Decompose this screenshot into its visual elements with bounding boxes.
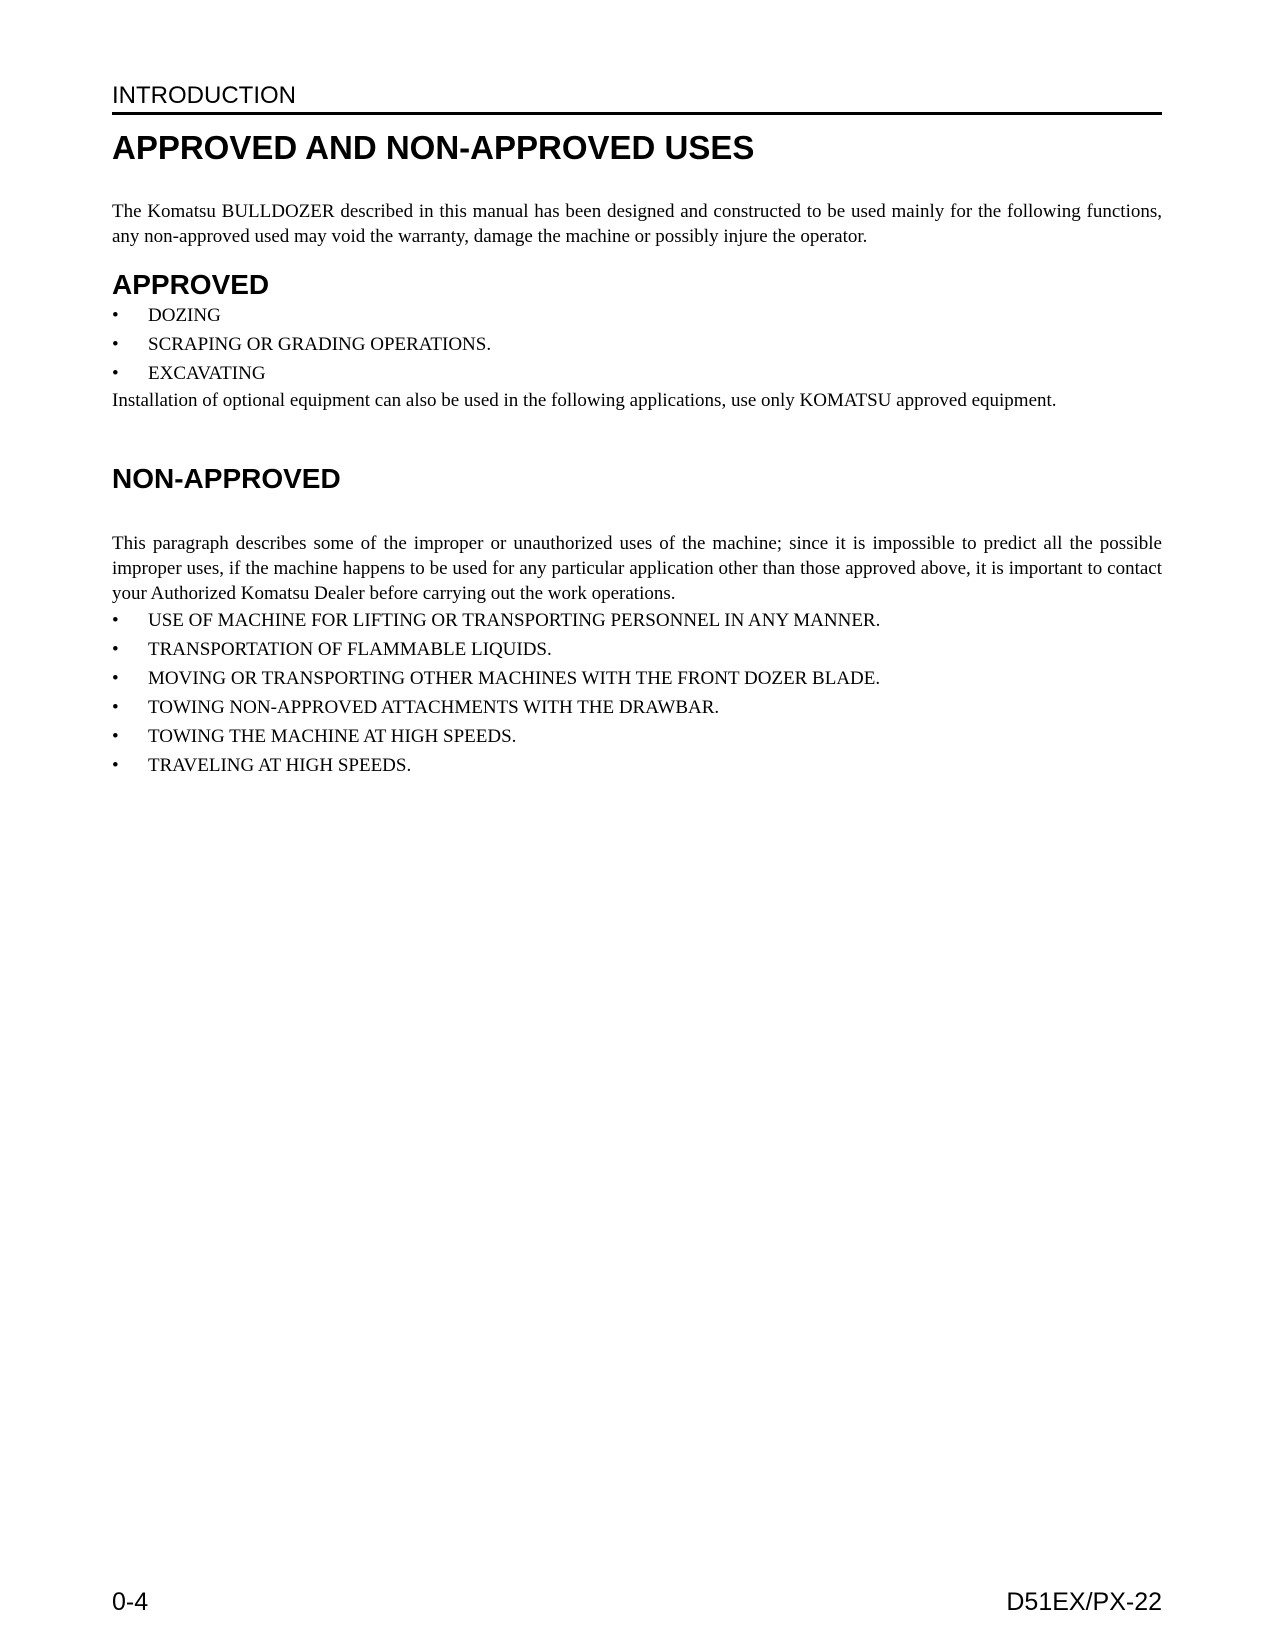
list-item — [112, 635, 1162, 664]
bullet-icon: • — [112, 697, 119, 718]
bullet-icon: • — [112, 334, 119, 355]
non-approved-heading: NON-APPROVED — [112, 463, 341, 494]
list-item-text: USE OF MACHINE FOR LIFTING OR TRANSPORTING PERSONNEL IN ANY MANNER. — [148, 610, 881, 631]
list-item-text: TOWING THE MACHINE AT HIGH SPEEDS. — [148, 726, 517, 747]
list-item-text: EXCAVATING — [148, 363, 266, 384]
list-item — [112, 751, 1162, 780]
list-item — [112, 606, 1162, 635]
optional-equipment-note: Installation of optional equipment can also be used in the following applications, use only KOMATSU approved equipment. — [112, 390, 1057, 411]
list-item-text: DOZING — [148, 305, 221, 326]
list-item-text: TRANSPORTATION OF FLAMMABLE LIQUIDS. — [148, 639, 552, 660]
bullet-icon: • — [112, 610, 119, 631]
list-item — [112, 359, 1162, 388]
list-item-text: TOWING NON-APPROVED ATTACHMENTS WITH THE DRAWBAR. — [148, 697, 720, 718]
list-item — [112, 722, 1162, 751]
list-item — [112, 330, 1162, 359]
non-approved-paragraph: This paragraph describes some of the improper or unauthorized uses of the machine; since it is impossible to predict all the possible improper uses, if the machine happens to be used for any particular application other than those approved above, it is important to contact your Authorized Komatsu Dealer before carrying out the work operations. — [112, 533, 1162, 604]
page-footer — [112, 1586, 1162, 1618]
bullet-icon: • — [112, 755, 119, 776]
non-approved-list — [112, 606, 1162, 780]
bullet-icon: • — [112, 363, 119, 384]
approved-heading: APPROVED — [112, 269, 270, 300]
model-code: D51EX/PX-22 — [1006, 1588, 1162, 1616]
list-item — [112, 693, 1162, 722]
header-rule — [112, 112, 1162, 115]
list-item-text: MOVING OR TRANSPORTING OTHER MACHINES WITH THE FRONT DOZER BLADE. — [148, 668, 881, 689]
bullet-icon: • — [112, 668, 119, 689]
list-item-text: SCRAPING OR GRADING OPERATIONS. — [148, 334, 492, 355]
list-item — [112, 664, 1162, 693]
page-title: APPROVED AND NON-APPROVED USES — [112, 129, 755, 166]
section-label: INTRODUCTION — [112, 82, 296, 109]
bullet-icon: • — [112, 305, 119, 326]
intro-paragraph: The Komatsu BULLDOZER described in this manual has been designed and constructed to be used mainly for the following functions, any non-approved used may void the warranty, damage the machine or possibly injure the operator. — [112, 201, 1162, 247]
bullet-icon: • — [112, 726, 119, 747]
bullet-icon: • — [112, 639, 119, 660]
page-number: 0-4 — [112, 1588, 149, 1616]
list-item-text: TRAVELING AT HIGH SPEEDS. — [148, 755, 412, 776]
list-item — [112, 301, 1162, 330]
approved-list — [112, 301, 1162, 388]
document-page — [112, 78, 1162, 1618]
